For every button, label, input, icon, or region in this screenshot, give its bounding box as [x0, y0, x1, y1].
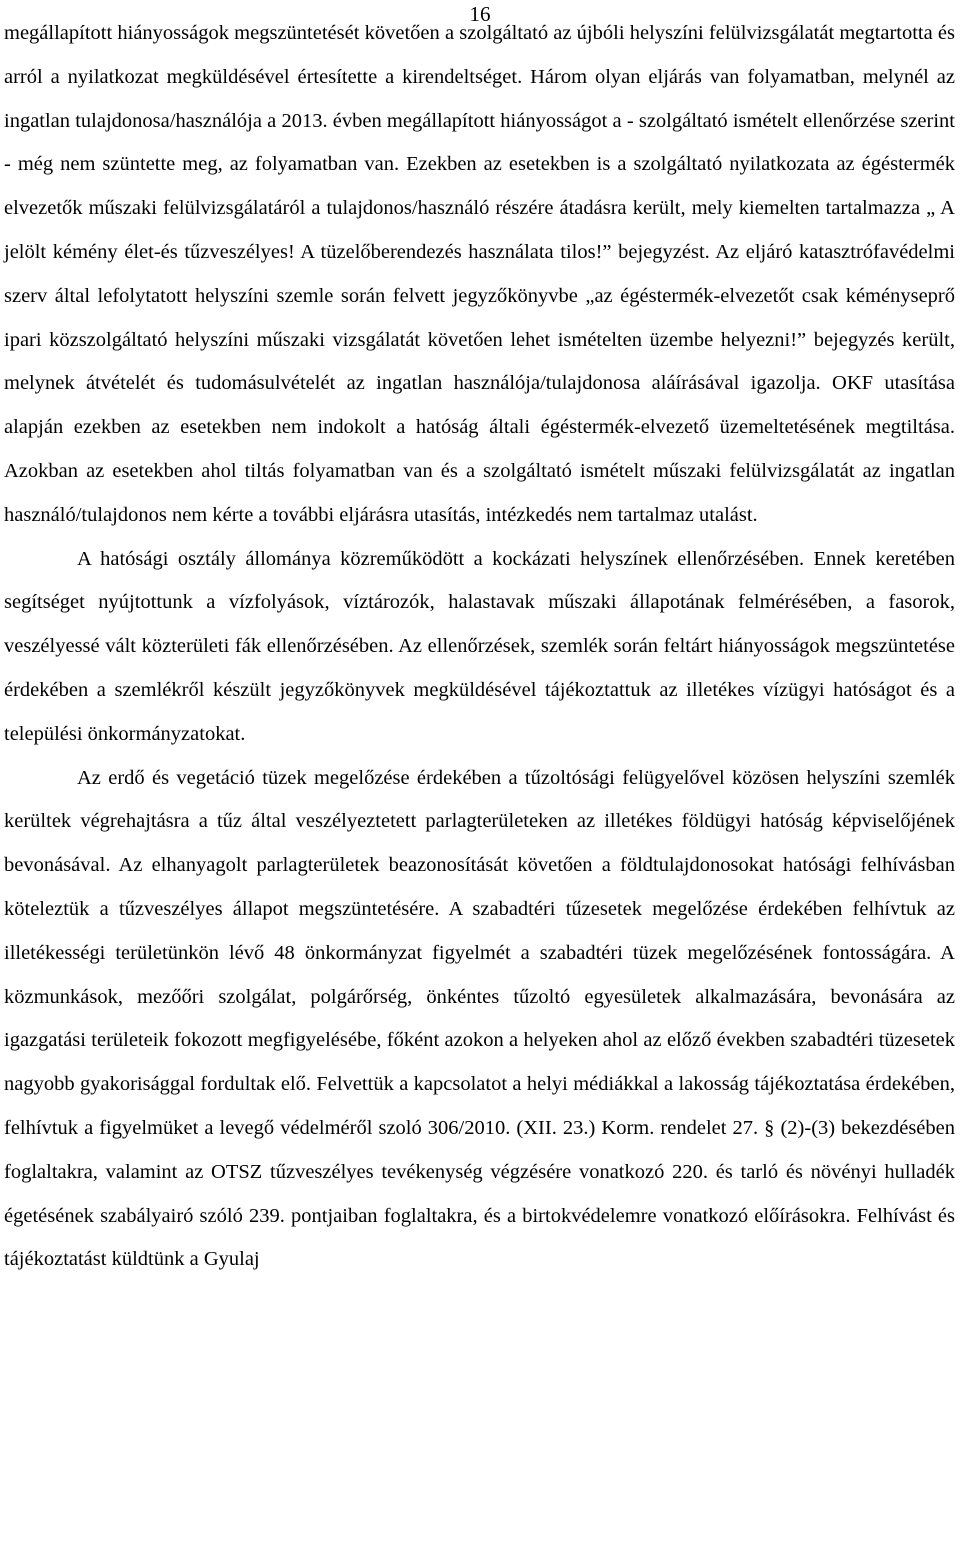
page-number: 16 [469, 2, 491, 26]
paragraph-2: A hatósági osztály állománya közreműködött a kockázati helyszínek ellenőrzésében. Ennek keretében segítséget nyújtottunk a vízfolyások, víztározók, halastavak műszaki állapotának felmérésében, a fasorok, veszélyessé vált közterületi fák ellenőrzésében. Az ellenőrzések, szemlék során feltárt hiányosságok megszüntetése érdekében a szemlékről készült jegyzőkönyvek megküldésével tájékoztattuk az illetékes vízügyi hatóságot és a települési önkormányzatokat. [4, 547, 955, 745]
paragraph-3: Az erdő és vegetáció tüzek megelőzése érdekében a tűzoltósági felügyelővel közösen helyszíni szemlék kerültek végrehajtásra a tűz által veszélyeztetett parlagterületeken az illetékes földügyi hatóság képviselőjének bevonásával. Az elhanyagolt parlagterületek beazonosítását követően a földtulajdonosokat hatósági felhívásban köteleztük a tűzveszélyes állapot megszüntetésére. A szabadtéri tűzesetek megelőzése érdekében felhívtuk az illetékességi területünkön lévő 48 önkormányzat figyelmét a szabadtéri tüzek megelőzésének fontosságára. A közmunkások, mezőőri szolgálat, polgárőrség, önkéntes tűzoltó egyesületek alkalmazására, bevonására az igazgatási területeik fokozott megfigyelésébe, főként azokon a helyeken ahol az előző években szabadtéri tüzesetek nagyobb gyakorisággal fordultak elő. Felvettük a kapcsolatot a helyi médiákkal a lakosság tájékoztatása érdekében, felhívtuk a figyelmüket a levegő védelméről szoló 306/2010. (XII. 23.) Korm. rendelet 27. § (2)-(3) bekezdésében foglaltakra, valamint az OTSZ tűzveszélyes tevékenység végzésére vonatkozó 220. és tarló és növényi hulladék égetésének szabályairó szóló 239. pontjaiban foglaltakra, és a birtokvédelemre vonatkozó előírásokra. Felhívást és tájékoztatást küldtünk a Gyulaj [4, 766, 955, 1271]
document-body [4, 12, 955, 1282]
paragraph-1: megállapított hiányosságok megszüntetését követően a szolgáltató az újbóli helyszíni felülvizsgálatát megtartotta és arról a nyilatkozat megküldésével értesítette a kirendeltséget. Három olyan eljárás van folyamatban, melynél az ingatlan tulajdonosa/használója a 2013. évben megállapított hiányosságot a - szolgáltató ismételt ellenőrzése szerint - még nem szüntette meg, az folyamatban van. Ezekben az esetekben is a szolgáltató nyilatkozata az égéstermék elvezetők műszaki felülvizsgálatáról a tulajdonos/használó részére átadásra került, mely kiemelten tartalmazza „ A jelölt kémény élet-és tűzveszélyes! A tüzelőberendezés használata tilos!” bejegyzést. Az eljáró katasztrófavédelmi szerv által lefolytatott helyszíni szemle során felvett jegyzőkönyvbe „az égéstermék-elvezetőt csak kéményseprő ipari közszolgáltató helyszíni műszaki vizsgálatát követően lehet ismételten üzembe helyezni!” bejegyzés került, melynek átvételét és tudomásulvételét az ingatlan használója/tulajdonosa aláírásával igazolja. OKF utasítása alapján ezekben az esetekben nem indokolt a hatóság általi égéstermék-elvezető üzemeltetésének megtiltása. Azokban az esetekben ahol tiltás folyamatban van és a szolgáltató ismételt műszaki felülvizsgálatát az ingatlan használó/tulajdonos nem kérte a további eljárásra utasítás, intézkedés nem tartalmaz utalást. [4, 22, 955, 526]
